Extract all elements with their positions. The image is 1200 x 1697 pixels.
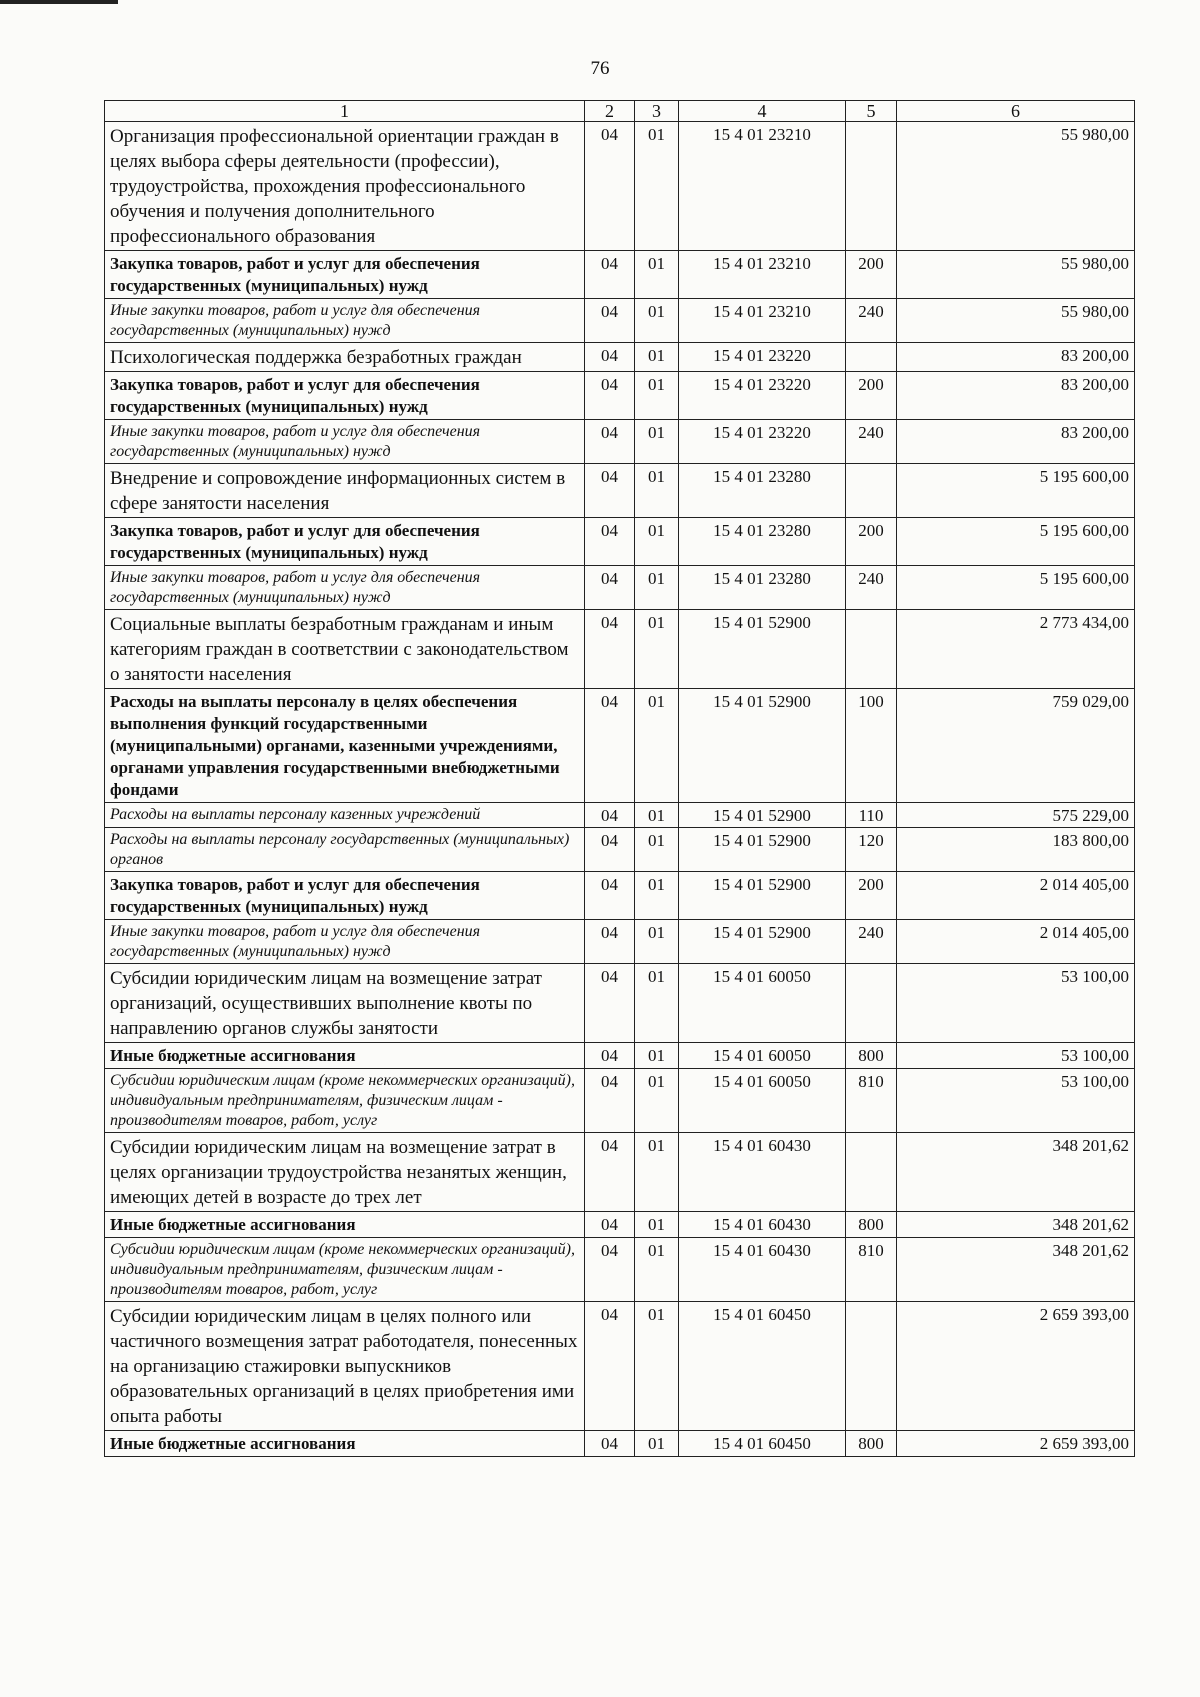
item-name-cell: Закупка товаров, работ и услуг для обеспечения государственных (муниципальных) нужд [105,372,585,420]
subsection-code-cell: 01 [635,1238,679,1302]
subsection-code-cell: 01 [635,251,679,299]
expense-type-cell: 810 [846,1069,897,1133]
table-row [105,1069,1135,1133]
expense-type-cell [846,122,897,251]
amount-cell: 2 773 434,00 [897,610,1135,689]
target-article-cell: 15 4 01 52900 [679,872,846,920]
subsection-code-cell: 01 [635,566,679,610]
target-article-cell: 15 4 01 23280 [679,518,846,566]
amount-cell: 53 100,00 [897,1069,1135,1133]
table-row [105,1212,1135,1238]
table-row [105,828,1135,872]
section-code-cell: 04 [585,610,635,689]
table-row [105,964,1135,1043]
section-code-cell: 04 [585,803,635,828]
subsection-code-cell: 01 [635,420,679,464]
section-code-cell: 04 [585,1238,635,1302]
amount-cell: 2 014 405,00 [897,872,1135,920]
section-code-cell: 04 [585,372,635,420]
item-name-cell: Внедрение и сопровождение информационных систем в сфере занятости населения [105,464,585,518]
expense-type-cell: 800 [846,1431,897,1457]
table-row [105,920,1135,964]
subsection-code-cell: 01 [635,610,679,689]
subsection-code-cell: 01 [635,964,679,1043]
item-name-cell: Расходы на выплаты персоналу государственных (муниципальных) органов [105,828,585,872]
item-name-cell: Психологическая поддержка безработных граждан [105,343,585,372]
header-cell: 6 [897,101,1135,122]
subsection-code-cell: 01 [635,1133,679,1212]
section-code-cell: 04 [585,1043,635,1069]
subsection-code-cell: 01 [635,920,679,964]
subsection-code-cell: 01 [635,343,679,372]
item-name-cell: Иные закупки товаров, работ и услуг для обеспечения государственных (муниципальных) нужд [105,420,585,464]
budget-table [104,100,1135,1457]
amount-cell: 2 659 393,00 [897,1431,1135,1457]
target-article-cell: 15 4 01 60050 [679,1043,846,1069]
table-row [105,610,1135,689]
table-row [105,1238,1135,1302]
expense-type-cell: 200 [846,251,897,299]
target-article-cell: 15 4 01 60450 [679,1302,846,1431]
target-article-cell: 15 4 01 60050 [679,1069,846,1133]
table-row [105,372,1135,420]
subsection-code-cell: 01 [635,122,679,251]
expense-type-cell: 200 [846,518,897,566]
section-code-cell: 04 [585,464,635,518]
expense-type-cell: 800 [846,1212,897,1238]
target-article-cell: 15 4 01 23220 [679,372,846,420]
section-code-cell: 04 [585,872,635,920]
expense-type-cell [846,610,897,689]
subsection-code-cell: 01 [635,828,679,872]
target-article-cell: 15 4 01 60430 [679,1133,846,1212]
target-article-cell: 15 4 01 23210 [679,251,846,299]
target-article-cell: 15 4 01 60430 [679,1212,846,1238]
header-cell: 5 [846,101,897,122]
section-code-cell: 04 [585,420,635,464]
subsection-code-cell: 01 [635,803,679,828]
amount-cell: 759 029,00 [897,689,1135,803]
amount-cell: 5 195 600,00 [897,566,1135,610]
subsection-code-cell: 01 [635,1431,679,1457]
expense-type-cell: 810 [846,1238,897,1302]
table-row [105,420,1135,464]
item-name-cell: Расходы на выплаты персоналу казенных учреждений [105,803,585,828]
subsection-code-cell: 01 [635,372,679,420]
item-name-cell: Иные закупки товаров, работ и услуг для обеспечения государственных (муниципальных) нужд [105,299,585,343]
expense-type-cell: 240 [846,420,897,464]
expense-type-cell: 120 [846,828,897,872]
target-article-cell: 15 4 01 60050 [679,964,846,1043]
target-article-cell: 15 4 01 23220 [679,420,846,464]
subsection-code-cell: 01 [635,1043,679,1069]
table-row [105,689,1135,803]
expense-type-cell [846,1133,897,1212]
item-name-cell: Закупка товаров, работ и услуг для обеспечения государственных (муниципальных) нужд [105,251,585,299]
item-name-cell: Закупка товаров, работ и услуг для обеспечения государственных (муниципальных) нужд [105,518,585,566]
amount-cell: 83 200,00 [897,420,1135,464]
amount-cell: 348 201,62 [897,1212,1135,1238]
table-row [105,872,1135,920]
table-row [105,803,1135,828]
expense-type-cell [846,343,897,372]
section-code-cell: 04 [585,1069,635,1133]
table-header-row [105,101,1135,122]
table-row [105,251,1135,299]
expense-type-cell [846,464,897,518]
subsection-code-cell: 01 [635,1069,679,1133]
target-article-cell: 15 4 01 52900 [679,920,846,964]
item-name-cell: Иные бюджетные ассигнования [105,1431,585,1457]
item-name-cell: Субсидии юридическим лицам на возмещение затрат в целях организации трудоустройства незанятых женщин, имеющих детей в возрасте до трех лет [105,1133,585,1212]
section-code-cell: 04 [585,1302,635,1431]
expense-type-cell [846,1302,897,1431]
amount-cell: 83 200,00 [897,343,1135,372]
top-edge-line [0,0,118,4]
subsection-code-cell: 01 [635,299,679,343]
target-article-cell: 15 4 01 23210 [679,122,846,251]
section-code-cell: 04 [585,1212,635,1238]
item-name-cell: Закупка товаров, работ и услуг для обеспечения государственных (муниципальных) нужд [105,872,585,920]
table-row [105,1043,1135,1069]
expense-type-cell: 200 [846,372,897,420]
section-code-cell: 04 [585,566,635,610]
expense-type-cell: 240 [846,920,897,964]
table-row [105,1302,1135,1431]
item-name-cell: Иные закупки товаров, работ и услуг для обеспечения государственных (муниципальных) нужд [105,566,585,610]
amount-cell: 55 980,00 [897,251,1135,299]
item-name-cell: Иные закупки товаров, работ и услуг для обеспечения государственных (муниципальных) нужд [105,920,585,964]
table-row [105,122,1135,251]
section-code-cell: 04 [585,518,635,566]
expense-type-cell [846,964,897,1043]
target-article-cell: 15 4 01 23210 [679,299,846,343]
item-name-cell: Иные бюджетные ассигнования [105,1043,585,1069]
item-name-cell: Субсидии юридическим лицам (кроме некоммерческих организаций), индивидуальным предпринимателям, физическим лицам - производителям товаров, работ, услуг [105,1069,585,1133]
target-article-cell: 15 4 01 52900 [679,828,846,872]
header-cell: 4 [679,101,846,122]
section-code-cell: 04 [585,920,635,964]
subsection-code-cell: 01 [635,1302,679,1431]
subsection-code-cell: 01 [635,689,679,803]
expense-type-cell: 240 [846,566,897,610]
item-name-cell: Субсидии юридическим лицам (кроме некоммерческих организаций), индивидуальным предпринимателям, физическим лицам - производителям товаров, работ, услуг [105,1238,585,1302]
section-code-cell: 04 [585,251,635,299]
target-article-cell: 15 4 01 52900 [679,610,846,689]
target-article-cell: 15 4 01 23280 [679,464,846,518]
section-code-cell: 04 [585,689,635,803]
amount-cell: 348 201,62 [897,1238,1135,1302]
amount-cell: 53 100,00 [897,1043,1135,1069]
section-code-cell: 04 [585,122,635,251]
amount-cell: 575 229,00 [897,803,1135,828]
target-article-cell: 15 4 01 23220 [679,343,846,372]
table-row [105,518,1135,566]
amount-cell: 5 195 600,00 [897,464,1135,518]
table-row [105,1133,1135,1212]
item-name-cell: Организация профессиональной ориентации граждан в целях выбора сферы деятельности (профессии), трудоустройства, прохождения профессионального обучения и получения дополнительного профессионального образования [105,122,585,251]
amount-cell: 2 659 393,00 [897,1302,1135,1431]
amount-cell: 55 980,00 [897,299,1135,343]
subsection-code-cell: 01 [635,1212,679,1238]
section-code-cell: 04 [585,828,635,872]
target-article-cell: 15 4 01 60450 [679,1431,846,1457]
section-code-cell: 04 [585,964,635,1043]
subsection-code-cell: 01 [635,518,679,566]
page-number: 76 [590,58,610,79]
amount-cell: 53 100,00 [897,964,1135,1043]
table-row [105,299,1135,343]
target-article-cell: 15 4 01 52900 [679,689,846,803]
section-code-cell: 04 [585,1133,635,1212]
table-row [105,566,1135,610]
amount-cell: 55 980,00 [897,122,1135,251]
expense-type-cell: 100 [846,689,897,803]
target-article-cell: 15 4 01 52900 [679,803,846,828]
amount-cell: 2 014 405,00 [897,920,1135,964]
expense-type-cell: 200 [846,872,897,920]
section-code-cell: 04 [585,343,635,372]
budget-table-body [105,101,1135,1457]
item-name-cell: Субсидии юридическим лицам в целях полного или частичного возмещения затрат работодателя, понесенных на организацию стажировки выпускников образовательных организаций в целях приобретения ими опыта работы [105,1302,585,1431]
expense-type-cell: 240 [846,299,897,343]
section-code-cell: 04 [585,1431,635,1457]
expense-type-cell: 110 [846,803,897,828]
table-row [105,1431,1135,1457]
amount-cell: 83 200,00 [897,372,1135,420]
table-row [105,343,1135,372]
expense-type-cell: 800 [846,1043,897,1069]
target-article-cell: 15 4 01 60430 [679,1238,846,1302]
amount-cell: 348 201,62 [897,1133,1135,1212]
subsection-code-cell: 01 [635,872,679,920]
item-name-cell: Иные бюджетные ассигнования [105,1212,585,1238]
table-row [105,464,1135,518]
target-article-cell: 15 4 01 23280 [679,566,846,610]
item-name-cell: Субсидии юридическим лицам на возмещение затрат организаций, осуществивших выполнение квоты по направлению органов службы занятости [105,964,585,1043]
amount-cell: 5 195 600,00 [897,518,1135,566]
section-code-cell: 04 [585,299,635,343]
item-name-cell: Социальные выплаты безработным гражданам и иным категориям граждан в соответствии с законодательством о занятости населения [105,610,585,689]
subsection-code-cell: 01 [635,464,679,518]
header-cell: 2 [585,101,635,122]
header-cell: 3 [635,101,679,122]
amount-cell: 183 800,00 [897,828,1135,872]
item-name-cell: Расходы на выплаты персоналу в целях обеспечения выполнения функций государственными (муниципальными) органами, казенными учреждениями, органами управления государственными внебюджетными фондами [105,689,585,803]
header-cell: 1 [105,101,585,122]
